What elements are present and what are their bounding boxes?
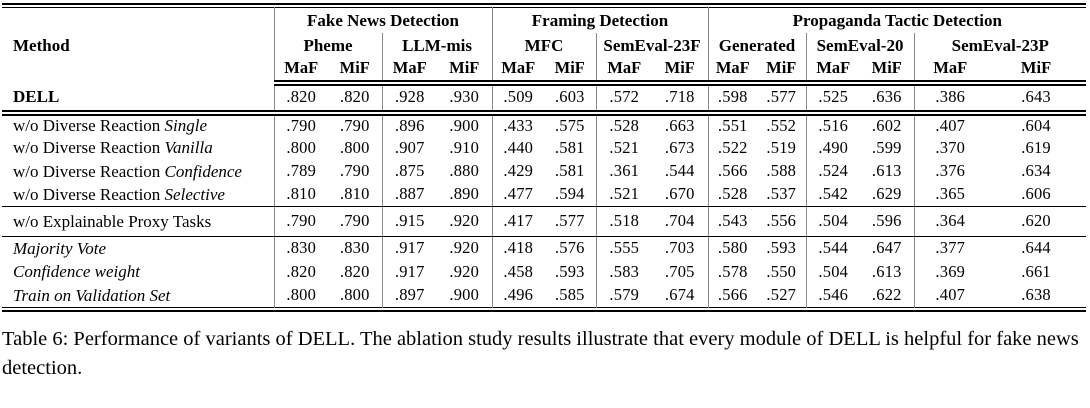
value-cell: .629 [860,183,914,207]
value-cell: .581 [554,137,585,157]
value-cell: .407 [914,113,986,137]
metric-header-mif: MiF [328,58,382,83]
value-cell: .890 [437,183,492,207]
value-cell: .543 [708,207,757,237]
value-cell: .364 [914,207,986,237]
value-cell: .789 [274,160,328,184]
value-cell: .703 [664,238,695,258]
value-cell: .556 [757,207,806,237]
metric-header-maf: MaF [596,58,652,83]
value-cell: .613 [871,161,902,180]
table-row [2,260,1086,284]
value-cell: .369 [914,260,986,284]
value-cell: .917 [382,260,437,284]
value-cell: .490 [806,136,860,160]
row-label [2,160,274,184]
value-cell: .542 [806,183,860,207]
value-cell: .583 [596,260,652,284]
value-cell: .365 [914,183,986,207]
row-label: Majority Vote [13,239,107,258]
value-cell: .521 [596,136,652,160]
table-row [2,284,1086,308]
value-cell: .820 [328,83,382,113]
value-cell: .518 [596,207,652,237]
dataset-header-mfc: MFC [492,33,596,58]
table-caption: Table 6: Performance of variants of DELL. The ablation study results illustrate that every module of DELL is helpful for fake news detection. [2,327,1079,379]
value-cell: .594 [544,183,596,207]
value-cell: .620 [986,207,1086,237]
value-cell: .544 [806,237,860,261]
value-cell: .790 [274,207,328,237]
value-cell: .575 [554,115,585,135]
table-row [2,113,1086,137]
value-cell: .593 [554,261,585,281]
metric-header-mif: MiF [757,58,806,83]
dataset-header-llm-mis: LLM-mis [382,33,492,58]
value-cell: .830 [274,237,328,261]
value-cell: .572 [596,83,652,113]
row-label-variant: Confidence [164,161,242,181]
value-cell: .670 [652,183,708,207]
value-cell: .522 [708,136,757,160]
value-cell: .544 [664,161,695,180]
value-cell: .907 [382,136,437,160]
value-cell: .477 [492,183,544,207]
value-cell: .875 [382,160,437,184]
value-cell: .440 [492,136,544,160]
value-cell: .606 [986,183,1086,207]
task-header-propaganda-tactic-detection: Propaganda Tactic Detection [708,8,1086,33]
value-cell: .917 [382,237,437,261]
row-label: Train on Validation Set [13,285,171,305]
value-cell: .596 [860,207,914,237]
value-cell: .619 [1021,137,1051,157]
value-cell: .820 [339,261,370,281]
value-cell: .800 [274,284,328,308]
metric-header-maf: MaF [708,58,757,83]
row-label-prefix: w/o Diverse Reaction [13,138,165,158]
value-cell: .537 [757,183,806,207]
value-cell: .790 [339,115,370,135]
value-cell: .602 [871,115,902,135]
value-cell: .830 [339,238,370,258]
value-cell: .644 [1021,238,1051,258]
value-cell: .552 [766,115,797,135]
dataset-header-pheme: Pheme [274,33,382,58]
value-cell: .800 [339,284,370,304]
table-row [2,160,1086,184]
results-table [2,7,1086,308]
row-label: Confidence weight [13,262,141,282]
value-cell: .580 [708,237,757,261]
value-cell: .376 [914,160,986,184]
value-cell: .647 [871,238,902,258]
value-cell: .900 [449,115,480,135]
value-cell: .634 [1021,161,1051,180]
value-cell: .674 [664,284,695,304]
value-cell: .800 [339,137,370,157]
dataset-header-semeval-23p: SemEval-23P [914,33,1086,58]
value-cell: .576 [554,238,585,258]
dataset-header-semeval-23f: SemEval-23F [596,33,708,58]
metric-header-maf: MaF [274,58,328,83]
value-cell: .673 [664,137,695,157]
task-header-framing-detection: Framing Detection [492,8,708,33]
table-row [2,136,1086,160]
value-cell: .429 [492,160,544,184]
metric-header-mif: MiF [544,58,596,83]
value-cell: .910 [449,137,480,157]
value-cell: .820 [274,83,328,113]
value-cell: .504 [806,260,860,284]
metric-header-mif: MiF [986,58,1086,83]
metric-header-maf: MaF [806,58,860,83]
value-cell: .896 [382,113,437,137]
value-cell: .800 [274,136,328,160]
value-cell: .516 [806,113,860,137]
value-cell: .604 [1021,115,1051,135]
value-cell: .509 [492,83,544,113]
value-cell: .525 [806,83,860,113]
value-cell: .577 [757,83,806,113]
value-cell: .704 [652,207,708,237]
value-cell: .458 [492,260,544,284]
value-cell: .638 [1021,284,1051,304]
value-cell: .550 [766,261,797,281]
value-cell: .555 [596,237,652,261]
value-cell: .504 [806,207,860,237]
value-cell: .377 [914,237,986,261]
row-label-variant: Selective [164,185,225,204]
value-cell: .496 [492,284,544,308]
value-cell: .386 [914,83,986,113]
value-cell: .528 [596,113,652,137]
value-cell: .636 [860,83,914,113]
task-header-row [2,8,1086,33]
dataset-header-semeval-20: SemEval-20 [806,33,914,58]
metric-header-mif: MiF [652,58,708,83]
value-cell: .880 [449,161,480,180]
value-cell: .810 [274,183,328,207]
value-cell: .887 [382,183,437,207]
table-header [2,8,1086,83]
table-row [2,83,1086,113]
value-cell: .585 [554,284,585,304]
value-cell: .897 [382,284,437,308]
table-row [2,183,1086,207]
row-label-prefix: w/o Diverse Reaction [13,116,165,136]
value-cell: .920 [449,261,480,281]
value-cell: .790 [339,161,370,180]
value-cell: .718 [652,83,708,113]
table-row [2,207,1086,237]
value-cell: .417 [492,207,544,237]
value-cell: .407 [914,284,986,308]
value-cell: .920 [437,207,492,237]
value-cell: .900 [449,284,480,304]
task-header-fake-news-detection: Fake News Detection [274,8,492,33]
value-cell: .519 [766,137,797,157]
value-cell: .915 [382,207,437,237]
row-label-prefix: w/o Diverse Reaction [13,161,165,181]
value-cell: .551 [708,113,757,137]
value-cell: .579 [596,284,652,308]
row-label-variant: Vanilla [164,138,213,158]
value-cell: .928 [382,83,437,113]
value-cell: .663 [664,115,695,135]
value-cell: .622 [871,284,902,304]
value-cell: .588 [766,161,797,180]
value-cell: .820 [274,260,328,284]
value-cell: .418 [492,237,544,261]
dataset-header-generated: Generated [708,33,806,58]
value-cell: .578 [708,260,757,284]
value-cell: .613 [871,261,902,281]
value-cell: .598 [708,83,757,113]
value-cell: .705 [664,261,695,281]
table-row [2,237,1086,261]
value-cell: .810 [328,183,382,207]
value-cell: .433 [492,113,544,137]
results-table-frame [2,3,1086,312]
value-cell: .599 [871,137,902,157]
value-cell: .920 [449,238,480,258]
row-label-variant: Single [164,116,208,136]
method-column-header: Method [13,35,70,55]
row-label-prefix: w/o Diverse Reaction [13,185,165,204]
value-cell: .577 [544,207,596,237]
metric-header-maf: MaF [914,58,986,83]
value-cell: .566 [708,284,757,308]
row-label [2,136,274,160]
row-label: DELL [2,83,274,113]
value-cell: .661 [1021,261,1051,281]
value-cell: .603 [544,83,596,113]
metric-header-mif: MiF [437,58,492,83]
row-label [2,113,274,137]
value-cell: .361 [596,160,652,184]
metric-header-maf: MaF [382,58,437,83]
value-cell: .566 [708,160,757,184]
value-cell: .593 [766,238,797,258]
value-cell: .370 [914,136,986,160]
value-cell: .528 [708,183,757,207]
metric-header-maf: MaF [492,58,544,83]
value-cell: .643 [986,83,1086,113]
metric-header-mif: MiF [860,58,914,83]
value-cell: .790 [328,207,382,237]
value-cell: .521 [596,183,652,207]
value-cell: .527 [766,284,797,304]
row-label: w/o Explainable Proxy Tasks [2,207,274,237]
value-cell: .581 [554,161,585,180]
value-cell: .930 [437,83,492,113]
value-cell: .524 [806,160,860,184]
value-cell: .546 [806,284,860,308]
value-cell: .790 [274,113,328,137]
row-label [2,183,274,207]
table-body [2,83,1086,308]
